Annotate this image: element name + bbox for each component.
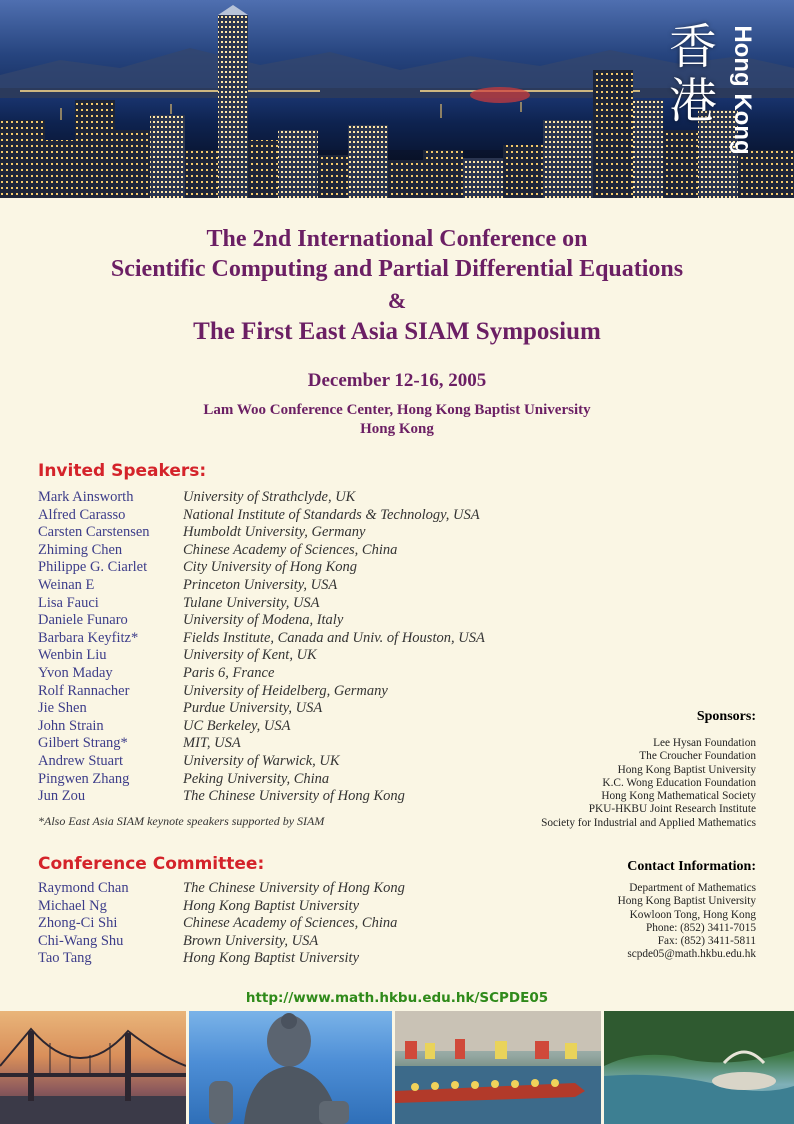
speaker-name: Yvon Maday xyxy=(38,664,113,681)
speaker-name: Zhiming Chen xyxy=(38,541,123,558)
sponsor-name: The Croucher Foundation xyxy=(639,750,756,763)
speaker-row xyxy=(38,700,598,718)
reservoir-illustration xyxy=(604,1011,794,1124)
speaker-row xyxy=(38,753,598,771)
committee-row xyxy=(38,950,598,968)
committee-member-affiliation: Brown University, USA xyxy=(183,932,319,949)
speaker-name: Mark Ainsworth xyxy=(38,489,134,505)
speaker-affiliation: MIT, USA xyxy=(183,735,241,752)
speaker-name: Philippe G. Ciarlet xyxy=(38,559,148,576)
hong-kong-skyline-banner xyxy=(0,0,794,198)
conference-title-line2: Scientific Computing and Partial Differential Equations xyxy=(110,256,684,282)
conference-date: December 12-16, 2005 xyxy=(307,370,487,391)
speaker-row xyxy=(38,577,598,595)
sponsors-list xyxy=(541,737,756,830)
conference-title-ampersand: & xyxy=(387,288,407,313)
speaker-affiliation: Princeton University, USA xyxy=(183,576,338,593)
speaker-affiliation: University of Warwick, UK xyxy=(183,752,340,769)
hong-kong-chinese-title: 香港 xyxy=(668,19,717,129)
committee-member-name: Chi-Wang Shu xyxy=(38,932,124,949)
speaker-name: Jie Shen xyxy=(38,700,87,717)
bridge-photo xyxy=(0,1011,186,1124)
hong-kong-english-text: Hong Kong xyxy=(729,25,756,155)
speaker-row xyxy=(38,735,598,753)
buddha-statue-photo xyxy=(189,1011,392,1124)
speaker-affiliation: University of Modena, Italy xyxy=(183,612,344,629)
committee-member-name: Zhong-Ci Shi xyxy=(38,915,118,932)
speaker-affiliation: Peking University, China xyxy=(183,770,330,787)
speaker-row xyxy=(38,507,598,525)
speaker-name: Pingwen Zhang xyxy=(38,770,130,787)
committee-member-name: Tao Tang xyxy=(38,950,92,967)
committee-member-affiliation: The Chinese University of Hong Kong xyxy=(183,880,405,896)
committee-row xyxy=(38,933,598,951)
speaker-row xyxy=(38,542,598,560)
contact-lines xyxy=(618,882,756,962)
dragon-boat-illustration xyxy=(395,1011,601,1124)
speaker-affiliation: UC Berkeley, USA xyxy=(183,717,291,734)
committee-member-affiliation: Hong Kong Baptist University xyxy=(183,897,360,914)
sponsor-name: K.C. Wong Education Foundation xyxy=(602,776,756,789)
speaker-row xyxy=(38,665,598,683)
committee-member-affiliation: Hong Kong Baptist University xyxy=(183,950,360,967)
speaker-affiliation: University of Heidelberg, Germany xyxy=(183,682,388,699)
venue-line1: Lam Woo Conference Center, Hong Kong Baptist University xyxy=(203,402,591,418)
sponsors-heading: Sponsors: xyxy=(696,709,756,724)
bridge-illustration xyxy=(0,1011,186,1124)
committee-member-name: Raymond Chan xyxy=(38,880,129,896)
keynote-note: *Also East Asia SIAM keynote speakers supported by SIAM xyxy=(38,814,325,828)
reservoir-landscape-photo xyxy=(604,1011,794,1124)
conference-committee-heading: Conference Committee: xyxy=(38,854,265,874)
committee-row xyxy=(38,880,598,898)
speaker-affiliation: Tulane University, USA xyxy=(183,594,320,611)
speaker-name: Jun Zou xyxy=(38,788,86,805)
speaker-affiliation: Fields Institute, Canada and Univ. of Houston, USA xyxy=(183,629,485,646)
committee-member-affiliation: Chinese Academy of Sciences, China xyxy=(183,915,398,932)
speaker-name: Lisa Fauci xyxy=(38,594,99,611)
conference-title-line4: The First East Asia SIAM Symposium xyxy=(193,318,601,345)
contact-line: Hong Kong Baptist University xyxy=(617,895,756,908)
contact-heading: Contact Information: xyxy=(627,859,756,874)
speaker-name: John Strain xyxy=(38,717,104,734)
hong-kong-english-title xyxy=(722,18,762,163)
sponsor-name: Hong Kong Mathematical Society xyxy=(601,790,756,803)
contact-line: scpde05@math.hkbu.edu.hk xyxy=(627,948,756,961)
sponsor-name: Society for Industrial and Applied Mathematics xyxy=(541,816,756,829)
conference-title-line1: The 2nd International Conference on xyxy=(206,226,588,252)
speaker-row xyxy=(38,630,598,648)
invited-speakers-heading: Invited Speakers: xyxy=(38,461,207,481)
speaker-affiliation: University of Strathclyde, UK xyxy=(183,489,356,505)
speaker-row xyxy=(38,718,598,736)
speaker-affiliation: National Institute of Standards & Technology, USA xyxy=(183,506,480,523)
speaker-name: Wenbin Liu xyxy=(38,647,107,664)
speaker-row xyxy=(38,489,598,507)
speaker-row xyxy=(38,788,598,806)
speaker-name: Barbara Keyfitz* xyxy=(38,629,139,646)
contact-line: Phone: (852) 3411-7015 xyxy=(645,921,756,934)
speaker-affiliation: Chinese Academy of Sciences, China xyxy=(183,541,398,558)
speaker-affiliation: Humboldt University, Germany xyxy=(183,524,366,541)
speaker-name: Rolf Rannacher xyxy=(38,682,130,699)
committee-row xyxy=(38,915,598,933)
speaker-affiliation: Purdue University, USA xyxy=(183,700,323,717)
speaker-name: Gilbert Strang* xyxy=(38,735,128,752)
contact-line: Fax: (852) 3411-5811 xyxy=(657,935,756,948)
speaker-name: Alfred Carasso xyxy=(38,506,126,523)
speaker-row xyxy=(38,595,598,613)
sponsor-name: Lee Hysan Foundation xyxy=(653,737,756,749)
speaker-affiliation: The Chinese University of Hong Kong xyxy=(183,788,405,805)
dragon-boat-race-photo xyxy=(395,1011,601,1124)
invited-speakers-list xyxy=(38,489,598,806)
speaker-name: Daniele Funaro xyxy=(38,612,128,629)
sponsors-block xyxy=(541,709,756,830)
sponsor-name: PKU-HKBU Joint Research Institute xyxy=(588,803,756,816)
contact-block xyxy=(618,859,756,962)
committee-list xyxy=(38,880,598,968)
sponsor-name: Hong Kong Baptist University xyxy=(617,763,756,776)
committee-member-name: Michael Ng xyxy=(38,897,107,914)
speaker-row xyxy=(38,647,598,665)
speaker-row xyxy=(38,612,598,630)
contact-line: Kowloon Tong, Hong Kong xyxy=(629,908,756,921)
speaker-name: Carsten Carstensen xyxy=(38,524,150,541)
speaker-row xyxy=(38,559,598,577)
speaker-name: Weinan E xyxy=(38,576,95,593)
conference-venue xyxy=(0,401,794,439)
buddha-illustration xyxy=(189,1011,392,1124)
speaker-row xyxy=(38,524,598,542)
speaker-affiliation: Paris 6, France xyxy=(183,664,275,681)
speaker-row xyxy=(38,683,598,701)
committee-row xyxy=(38,898,598,916)
contact-line: Department of Mathematics xyxy=(629,882,756,894)
speaker-name: Andrew Stuart xyxy=(38,752,123,769)
speaker-affiliation: City University of Hong Kong xyxy=(183,559,357,576)
conference-website-link[interactable]: http://www.math.hkbu.edu.hk/SCPDE05 xyxy=(245,990,549,1006)
venue-line2: Hong Kong xyxy=(360,421,434,437)
speaker-row xyxy=(38,771,598,789)
speaker-affiliation: University of Kent, UK xyxy=(183,647,317,664)
